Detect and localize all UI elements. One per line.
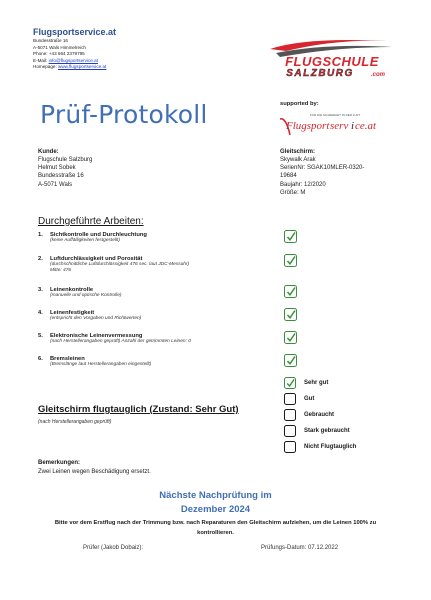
inspector-label: Prüfer (Jakob Dobaiz):	[83, 545, 144, 551]
svg-text:SALZBURG: SALZBURG	[286, 68, 354, 79]
svg-text:.com: .com	[370, 72, 386, 78]
pre-flight-note: Bitte vor dem Erstflug nach der Trimmung bzw. nach Reparaturen den Gleitschirm aufziehen, um die Leinen 100% zu kontrollieren.	[54, 520, 377, 536]
customer-line: Helmut Sobek	[38, 165, 76, 172]
company-name: Flugsportservice.at	[33, 27, 117, 37]
task-description: (entspricht den Vorgaben und Richtwerten)	[50, 316, 142, 321]
task-checkbox[interactable]	[284, 308, 297, 321]
task-title: Luftdurchlässigkeit und Porosität	[50, 256, 143, 262]
test-date: Prüfungs-Datum: 07.12.2022	[261, 545, 339, 551]
checkmark-icon	[286, 231, 296, 242]
company-homepage-row	[33, 64, 106, 71]
flugschule-salzburg-logo	[266, 35, 398, 79]
customer-heading: Kunde:	[38, 149, 59, 155]
verdict-subtext: (nach Herstellerangaben geprüft)	[38, 419, 112, 425]
next-check-date: Dezember 2024	[180, 504, 251, 515]
customer-line: A-5071 Wals	[38, 181, 73, 188]
company-city: A-5071 Wals Himmelreich	[33, 44, 86, 50]
email-label: E-Mail:	[33, 57, 49, 63]
customer-line: Bundesstraße 16	[38, 173, 84, 180]
rating-label: Sehr gut	[304, 380, 329, 386]
glider-line: SerienNr: SGAK10MLER-0320-	[280, 165, 365, 172]
checkmark-icon	[286, 378, 295, 388]
rating-checkbox-gebraucht[interactable]	[284, 409, 296, 421]
task-number: 3.	[38, 287, 43, 293]
next-check-line1: Nächste Nachprüfung im	[159, 490, 272, 501]
checkmark-icon	[286, 355, 296, 366]
rating-checkbox-gut[interactable]	[284, 393, 296, 405]
rating-label: Gebraucht	[304, 412, 335, 418]
page-title: Prüf-Protokoll	[40, 100, 208, 129]
task-description: (manuelle und optische Kontrolle)	[50, 293, 122, 298]
remarks-text: Zwei Leinen wegen Beschädigung ersetzt.	[38, 469, 151, 475]
svg-text:ce.at: ce.at	[355, 120, 377, 132]
task-checkbox[interactable]	[284, 254, 297, 267]
task-checkbox[interactable]	[284, 230, 297, 243]
glider-heading: Gleitschirm:	[280, 149, 316, 155]
task-number: 4.	[38, 310, 43, 316]
task-number: 5.	[38, 333, 43, 339]
checkmark-icon	[286, 286, 296, 297]
task-description: Mitte: 476	[50, 268, 72, 274]
task-number: 2.	[38, 256, 43, 262]
glider-line: Größe: M	[280, 189, 306, 196]
task-title: Leinenkontrolle	[50, 287, 94, 293]
customer-line: Flugschule Salzburg	[38, 157, 93, 163]
task-title: Sichtkontrolle und Durchleuchtung	[50, 232, 147, 238]
customer-block	[38, 149, 92, 189]
remarks-heading: Bemerkungen:	[38, 460, 81, 466]
glider-line: 19684	[280, 173, 297, 180]
glider-line: Skywalk Arak	[280, 157, 316, 163]
checkmark-icon	[286, 255, 296, 266]
work-section-title: Durchgeführte Arbeiten:	[38, 216, 144, 227]
task-item	[38, 232, 278, 244]
task-title: Bremsleinen	[50, 356, 85, 362]
task-checkbox[interactable]	[284, 354, 297, 367]
task-title: Leinenfestigkeit	[50, 310, 95, 316]
homepage-label: Homepage:	[33, 64, 59, 69]
svg-text:FÜR DIE SICHERHEIT IN DER LUFT: FÜR DIE SICHERHEIT IN DER LUFT	[310, 113, 361, 117]
rating-checkbox-stark-gebraucht[interactable]	[284, 425, 296, 437]
task-item	[38, 256, 278, 274]
rating-checkbox-sehr-gut[interactable]	[284, 377, 296, 389]
homepage-link[interactable]: www.flugsportservice.at	[58, 64, 107, 69]
task-title: Elektronische Leinenvermessung	[50, 333, 143, 339]
task-description: (nach Herstellerangaben geprüft) Anzahl der getrimmten Leinen: 0	[50, 339, 191, 344]
task-number: 6.	[38, 356, 43, 362]
rating-checkbox-nicht-flugtauglich[interactable]	[284, 441, 296, 453]
task-checkbox[interactable]	[284, 285, 297, 298]
svg-text:serv: serv	[330, 120, 349, 132]
glider-line: Baujahr: 12/2020	[280, 181, 326, 188]
task-item	[38, 356, 278, 368]
company-street: Bundesstraße 16	[33, 38, 68, 43]
svg-text:Flugsport: Flugsport	[286, 120, 330, 132]
verdict-heading: Gleitschirm flugtauglich (Zustand: Sehr Gut)	[38, 404, 239, 415]
task-description: (durchschnittliche Luftdurchlässigkeit 476 sec. laut JDC-Messuhr)	[50, 262, 190, 267]
checkmark-icon	[286, 309, 296, 320]
glider-block	[280, 149, 364, 197]
task-description: (Bremslänge laut Herstellerangaben eingestellt)	[50, 362, 152, 367]
rating-label: Gut	[304, 396, 315, 402]
rating-label: Nicht Flugtauglich	[304, 444, 357, 450]
task-item	[38, 287, 278, 299]
flugsportservice-logo	[278, 109, 386, 137]
svg-text:i: i	[351, 120, 355, 132]
supported-by-label: supported by:	[280, 101, 319, 107]
checkmark-icon	[286, 332, 296, 343]
task-item	[38, 310, 278, 322]
task-description: (keine Auffälligkeiten festgestellt)	[50, 238, 120, 243]
rating-label: Stark gebraucht	[304, 428, 350, 434]
task-item	[38, 333, 278, 345]
task-number: 1.	[38, 232, 43, 238]
email-link[interactable]: info@flugsportservice.at	[48, 57, 98, 63]
company-phone: Phone: +43 664 2379795	[33, 51, 85, 56]
task-checkbox[interactable]	[284, 331, 297, 344]
svg-text:FLUGSCHULE: FLUGSCHULE	[285, 54, 379, 69]
